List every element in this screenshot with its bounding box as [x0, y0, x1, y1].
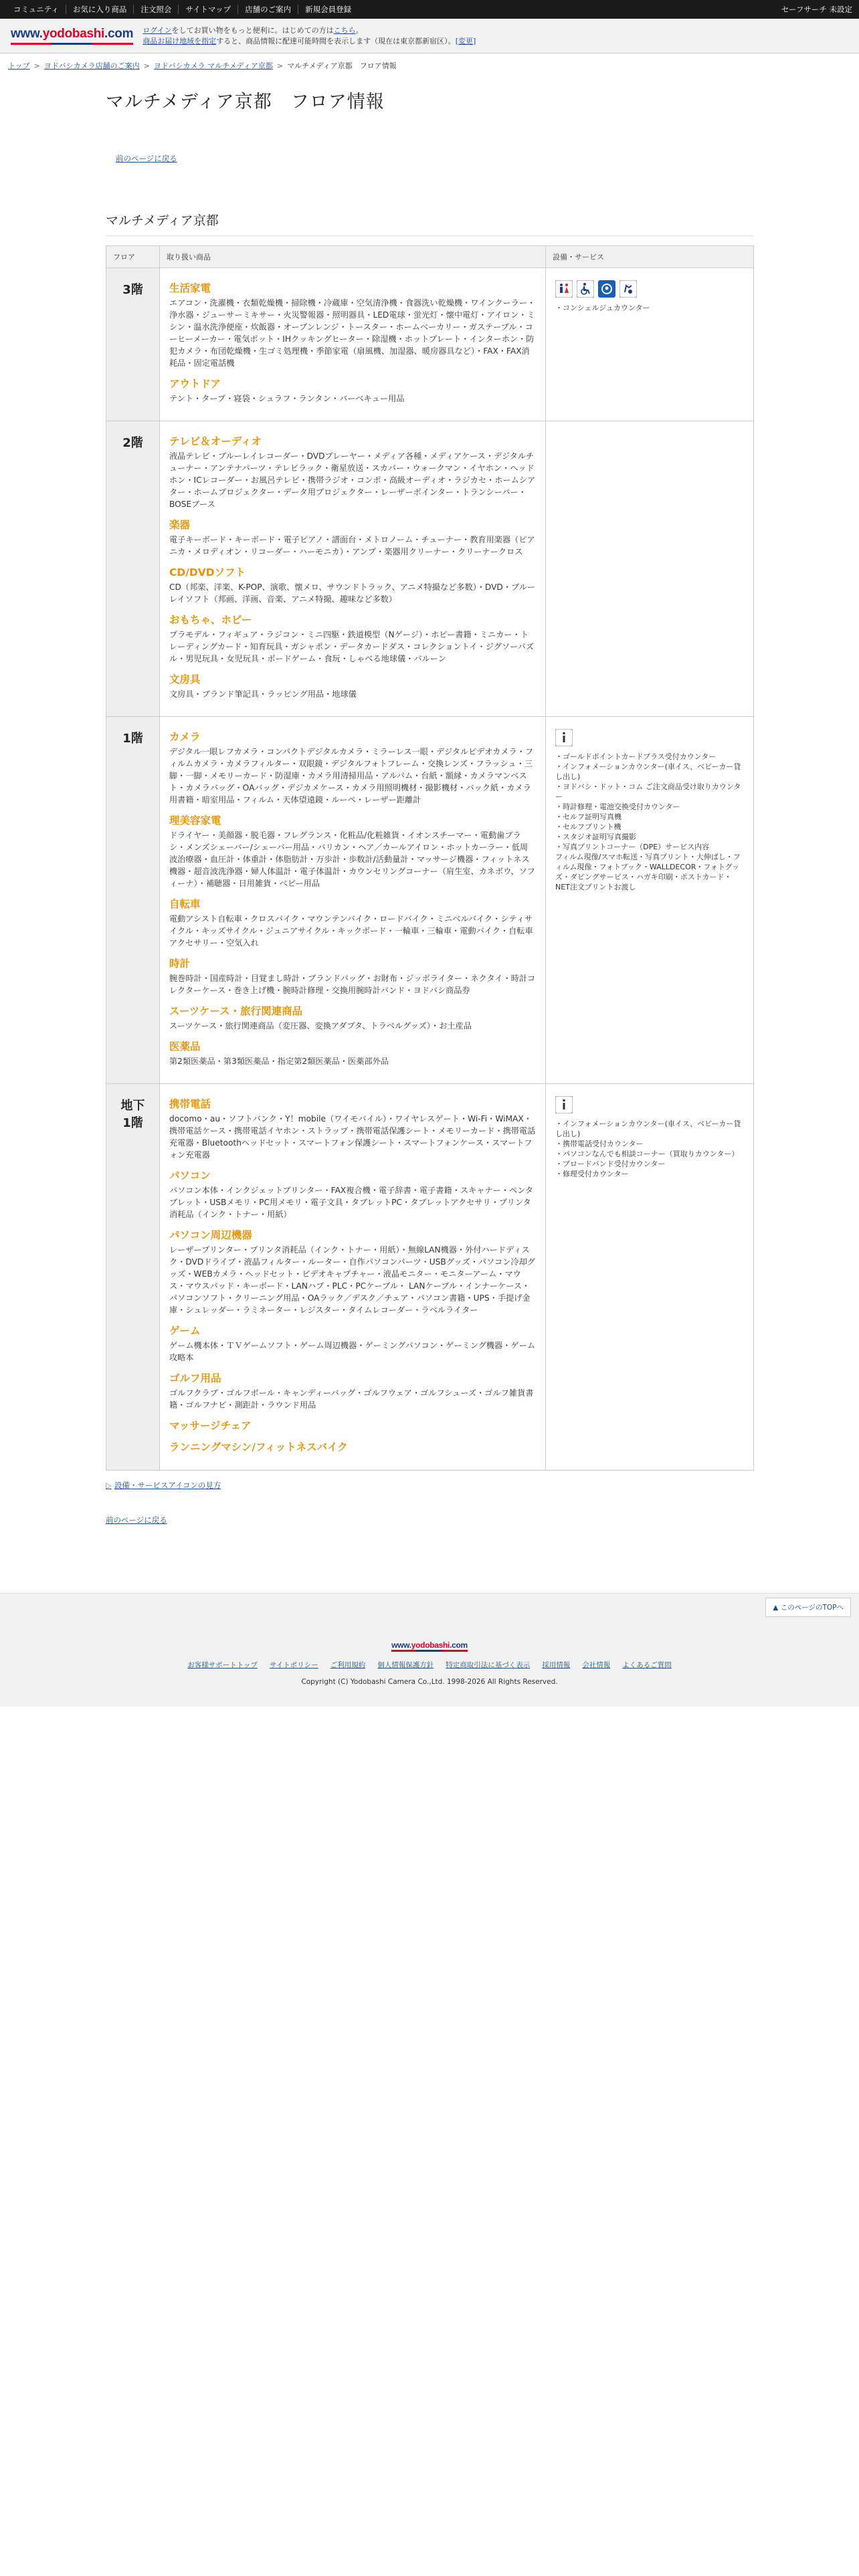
footer-link-company[interactable]: 会社情報 [582, 1661, 611, 1669]
service-list [555, 752, 744, 892]
service-item: ・ヨドバシ・ドット・コム ご注文商品受け取りカウンター [555, 782, 741, 801]
top-nav-register[interactable]: 新規会員登録 [305, 5, 352, 14]
category-items: ゴルフクラブ・ゴルフボール・キャンディーバッグ・ゴルフウェア・ゴルフシューズ・ゴルフ雑貨書籍・ゴルフナビ・測距計・ラウンド用品 [169, 1388, 534, 1410]
service-item: ・パソコンなんでも相談コーナー（買取りカウンター） [555, 1150, 739, 1158]
category-items: テント・タープ・寝袋・シュラフ・ランタン・バーベキュー用品 [169, 394, 405, 403]
floor-label: 3階 [106, 268, 160, 421]
footer-link-terms[interactable]: ご利用規約 [330, 1661, 366, 1669]
product-category [169, 1227, 536, 1316]
product-category [169, 1323, 536, 1364]
category-items: エアコン・洗濯機・衣類乾燥機・掃除機・冷蔵庫・空気清浄機・食器洗い乾燥機・ワインクーラー・浄水器・ジューサーミキサー・火災警報器・照明器具・LED電球・蛍光灯・懐中電灯・アイロン・ミシン・温水洗浄便座・炊飯器・オーブンレンジ・トースター・ホームベーカリー・ガステーブル・コーヒーメーカー・電気ポット・IHクッキングヒーター・除湿機・ホットプレート・インターホン・防犯カメラ・布団乾燥機・生ゴミ処理機・季節家電（扇風機、加湿器、暖房器具など）・FAX・FAX消耗品・固定電話機 [169, 298, 536, 368]
footer-logo-www: www. [391, 1640, 411, 1650]
login-link[interactable]: ログイン [142, 25, 172, 35]
service-item: ・時計修理・電池交換受付カウンター [555, 802, 680, 811]
category-name[interactable]: 生活家電 [169, 282, 211, 294]
service-item: ・セルフプリント機 [555, 823, 622, 831]
product-category [169, 280, 536, 369]
product-category [169, 1439, 536, 1454]
category-name[interactable]: 文房具 [169, 673, 201, 685]
product-category [169, 671, 536, 700]
footer-link-support[interactable]: お客様サポートトップ [187, 1661, 258, 1669]
logo-text-www: www. [11, 27, 43, 41]
site-header [0, 19, 859, 53]
floor-services [546, 717, 754, 1084]
breadcrumb-separator: > [276, 61, 284, 70]
floor-row [106, 421, 754, 717]
breadcrumb-store[interactable]: ヨドバシカメラ マルチメディア京都 [153, 62, 273, 70]
delivery-area-link[interactable]: 商品お届け地域を指定 [142, 36, 217, 45]
baby-icon [598, 280, 615, 298]
notice-text-end: 。 [355, 25, 363, 35]
floor-row [106, 1084, 754, 1471]
category-items: CD（邦楽、洋楽、K-POP、演歌、懐メロ、サウンドトラック、アニメ特撮など多数）・DVD・ブルーレイソフト（邦画、洋画、音楽、アニメ特撮、趣味など多数） [169, 582, 536, 604]
category-name[interactable]: カメラ [169, 731, 201, 743]
floor-products [160, 268, 546, 421]
breadcrumb-separator: > [143, 61, 150, 70]
service-item: ・携帯電話受付カウンター [555, 1140, 644, 1148]
product-category [169, 1168, 536, 1220]
category-items: 文房具・ブランド筆記具・ラッピング用品・地球儀 [169, 689, 357, 699]
floor-table-body [106, 268, 754, 1471]
category-name[interactable]: パソコン周辺機器 [169, 1229, 252, 1241]
floor-table-header [106, 246, 754, 268]
info-icon [555, 729, 573, 746]
copyright: Copyright (C) Yodobashi Camera Co.,Ltd. 1998-2026 All Rights Reserved. [301, 1678, 558, 1686]
category-items: スーツケース・旅行関連商品（変圧器、変換アダプタ、トラベルグッズ）・お土産品 [169, 1021, 472, 1031]
notice-text: をしてお買い物をもっと便利に。はじめての方は [171, 25, 334, 35]
category-items: プラモデル・フィギュア・ラジコン・ミニ四駆・鉄道模型（Nゲージ）・ホビー書籍・ミニカー・トレーディングカード・知育玩具・ガシャポン・データカードダス・コレクショントイ・ジグソーパズル・男児玩具・女児玩具・ボードゲーム・食玩・しゃべる地球儀・バルーン [169, 630, 535, 663]
footer-link-careers[interactable]: 採用情報 [542, 1661, 571, 1669]
floor-label: 地下 1階 [106, 1084, 160, 1471]
category-items: パソコン本体・インクジェットプリンター・FAX複合機・電子辞書・電子書籍・スキャナー・ペンタブレット・USBメモリ・PC用メモリ・電子文具・タブレットPC・タブレットアクセサリ・プリンタ消耗品（インク・トナー・用紙） [169, 1186, 534, 1219]
breadcrumb-separator: > [33, 61, 40, 70]
product-category [169, 1039, 536, 1067]
footer-links [0, 1660, 859, 1670]
top-nav-sitemap[interactable]: サイトマップ [179, 5, 238, 14]
product-category [169, 612, 536, 665]
category-items: デジタル一眼レフカメラ・コンパクトデジタルカメラ・ミラーレス一眼・デジタルビデオカメラ・フィルムカメラ・カメラフィルター・双眼鏡・デジタルフォトフレーム・交換レンズ・フラッシュ・三脚・一脚・メモリーカード・防湿庫・カメラ用清掃用品・アルバム・台紙・額縁・カメラマンベスト・カメラバッグ・OAバッグ・デジカメケース・カメラ用照明機材・撮影機材・バック紙・カメラ用書籍・暗室用品・フィルム・天体望遠鏡・ルーペ・レーザー距離計 [169, 747, 534, 804]
floor-row [106, 717, 754, 1084]
category-name[interactable]: 楽器 [169, 519, 191, 531]
breadcrumb [0, 53, 859, 78]
footer-link-site-policy[interactable]: サイトポリシー [269, 1661, 318, 1669]
product-category [169, 1418, 536, 1432]
footer-logo[interactable] [391, 1640, 468, 1652]
floor-label: 1階 [106, 717, 160, 1084]
floor-table [106, 245, 754, 1471]
service-list [555, 303, 744, 313]
info-icon [555, 1096, 573, 1113]
product-category [169, 956, 536, 996]
category-name[interactable]: アウトドア [169, 378, 221, 390]
floor-services [546, 1084, 754, 1471]
category-name[interactable]: パソコン [169, 1170, 211, 1182]
category-items: 腕巻時計・国産時計・目覚まし時計・ブランドバッグ・お財布・ジッポライター・ネクタイ・時計コレクターケース・巻き上げ機・腕時計修理・交換用腕時計バンド・ヨドバシ商品券 [169, 974, 536, 995]
category-name[interactable]: おもちゃ、ホビー [169, 614, 252, 626]
floor-services [546, 421, 754, 717]
top-nav-favorites[interactable]: お気に入り商品 [66, 5, 134, 14]
service-item: ・ゴールドポイントカードプラス受付カウンター [555, 752, 717, 761]
footer-logo-com: .com [450, 1640, 468, 1650]
floor-products [160, 717, 546, 1084]
service-icons [555, 280, 744, 298]
floor-products [160, 421, 546, 717]
header-floor: フロア [106, 246, 160, 268]
logo-text-brand: yodobashi [42, 27, 105, 41]
category-name[interactable]: ゴルフ用品 [169, 1372, 221, 1384]
back-link-bottom[interactable]: 前のページに戻る [106, 1515, 167, 1525]
product-category [169, 433, 536, 510]
service-list [555, 1119, 744, 1179]
product-category [169, 1003, 536, 1032]
category-name[interactable]: ゲーム [169, 1325, 201, 1337]
floor-label: 2階 [106, 421, 160, 717]
service-item: ・修理受付カウンター [555, 1170, 629, 1178]
top-nav-links [7, 5, 358, 14]
top-nav-community[interactable]: コミュニティ [7, 5, 66, 14]
main-content [106, 87, 753, 1525]
footer-link-privacy[interactable]: 個人情報保護方針 [377, 1661, 434, 1669]
wheelchair-icon [577, 280, 594, 298]
service-item: フィルム現像/スマホ転送・写真プリント・大伸ばし・フィルム現像・フォトブック・WALLDECOR・フォトグッズ・ダビングサービス・ハガキ印刷・ポストカード・NET注文プリントお渡し [555, 853, 741, 891]
category-name[interactable]: スーツケース・旅行関連商品 [169, 1005, 303, 1017]
product-category [169, 729, 536, 806]
category-name[interactable]: 携帯電話 [169, 1098, 211, 1110]
category-name[interactable]: 時計 [169, 958, 191, 970]
top-navigation-bar [0, 0, 859, 19]
site-logo[interactable] [11, 27, 133, 45]
delivery-notice-text: すると、商品情報に配達可能時間を表示します（現在は東京都新宿区）。 [216, 36, 456, 45]
arrow-right-icon: ▷ [106, 1481, 112, 1490]
category-name[interactable]: 自転車 [169, 898, 201, 910]
service-item: ・コンシェルジュカウンター [555, 304, 650, 312]
safe-search-status[interactable]: セーフサーチ 未設定 [781, 5, 852, 14]
floor-products [160, 1084, 546, 1471]
section-title: マルチメディア京都 [106, 211, 753, 236]
site-footer [0, 1593, 859, 1707]
product-category [169, 564, 536, 605]
category-items: 液晶テレビ・ブルーレイレコーダー・DVDプレーヤー・メディア各種・メディアケース・デジタルチューナー・アンテナパーツ・テレビラック・衛星放送・スカパー・ウォークマン・イヤホン・ヘッドホン・ICレコーダー・お風呂テレビ・携帯ラジオ・コンポ・高級オーディオ・ラジカセ・ホームシアター・ホームプロジェクター・データ用プロジェクター・レーザーポインター・トランシーバー・BOSEブース [169, 451, 536, 509]
category-items: 電子キーボード・キーボード・電子ピアノ・譜面台・メトロノーム・チューナー・教育用楽器（ピアニカ・メロディオン・リコーダー・ハーモニカ）・アンプ・楽器用クリーナー・クリーナークロス [169, 535, 535, 556]
service-item: ・セルフ証明写真機 [555, 813, 622, 821]
product-category [169, 1370, 536, 1411]
header-notice [142, 25, 476, 47]
category-items: docomo・au・ソフトバンク・Y！mobile（ワイモバイル）・ワイヤレスゲート・Wi-Fi・WiMAX・携帯電話ケース・携帯電話イヤホン・ストラップ・携帯電話保護シート・メモリーカード・携帯電話充電器・Bluetoothヘッドセット・スマートフォン保護シート・スマートフォンケース・スマートフォン充電器 [169, 1114, 536, 1160]
category-items: レーザープリンター・プリンタ消耗品（インク・トナー・用紙）・無線LAN機器・外付ハードディスク・DVDドライブ・液晶フィルター・ルーター・自作パソコンパーツ・USBグッズ・パソコン冷却グッズ・WEBカメラ・ヘッドセット・ビデオキャプチャー・液晶モニター・モニターアーム・マウス・マウスパッド・キーボード・LANハブ・PLC・PCケーブル・ LANケーブル・インナーケース・パソコンソフト・クリーニング用品・OAラック／デスク／チェア・パソコン書籍・UPS・手提げ金庫・シュレッダー・ラミネーター・レジスター・タイムレコーダー・ラベルライター [169, 1245, 535, 1315]
first-time-link[interactable]: こちら [333, 25, 356, 35]
category-items: 第2類医薬品・第3類医薬品・指定第2類医薬品・医薬部外品 [169, 1057, 389, 1066]
top-nav-order-inquiry[interactable]: 注文照会 [134, 5, 179, 14]
floor-services [546, 268, 754, 421]
icon-legend-link[interactable] [106, 1480, 753, 1491]
logo-text-com: .com [104, 27, 134, 41]
category-items: ゲーム機本体・ＴＶゲームソフト・ゲーム周辺機器・ゲーミングパソコン・ゲーミング機器・ゲーム攻略本 [169, 1341, 535, 1362]
breadcrumb-current: マルチメディア京都 フロア情報 [287, 62, 397, 70]
service-item: ・インフォメーションカウンター(車イス、ベビーカー貸し出し) [555, 1119, 741, 1138]
product-category [169, 813, 536, 889]
change-area-link[interactable]: [変更] [455, 36, 476, 45]
product-category [169, 517, 536, 558]
service-item: ・インフォメーションカウンター(車イス、ベビーカー貸し出し) [555, 762, 741, 781]
concierge-icon [619, 280, 637, 298]
category-name[interactable]: ランニングマシン/フィットネスバイク [169, 1441, 348, 1453]
footer-link-faq[interactable]: よくあるご質問 [622, 1661, 672, 1669]
page-top-label: このページのTOPへ [780, 1604, 844, 1612]
footer-logo-wrap [0, 1640, 859, 1652]
header-services: 設備・サービス [546, 246, 754, 268]
product-category [169, 896, 536, 949]
category-name[interactable]: テレビ＆オーディオ [169, 435, 262, 447]
service-item: ・ブロードバンド受付カウンター [555, 1160, 666, 1168]
breadcrumb-store-guide[interactable]: ヨドバシカメラ店舗のご案内 [43, 62, 140, 70]
service-item: ・スタジオ証明写真撮影 [555, 833, 636, 841]
top-nav-store-guide[interactable]: 店舗のご案内 [238, 5, 298, 14]
product-category [169, 1096, 536, 1161]
back-link-top[interactable]: 前のページに戻る [116, 154, 177, 163]
category-name[interactable]: マッサージチェア [169, 1420, 252, 1432]
category-name[interactable]: CD/DVDソフト [169, 566, 246, 578]
category-name[interactable]: 理美容家電 [169, 815, 221, 827]
footer-logo-brand: yodobashi [411, 1640, 450, 1650]
arrow-up-icon: ▲ [773, 1604, 779, 1612]
service-item: ・写真プリントコーナー（DPE）サービス内容 [555, 843, 710, 851]
icon-legend-label: 設備・サービスアイコンの見方 [114, 1481, 221, 1490]
page-title: マルチメディア京都 フロア情報 [106, 92, 385, 112]
floor-row [106, 268, 754, 421]
page-top-button[interactable] [765, 1598, 851, 1617]
footer-link-commerce-law[interactable]: 特定商取引法に基づく表示 [446, 1661, 531, 1669]
category-name[interactable]: 医薬品 [169, 1041, 201, 1053]
breadcrumb-top[interactable]: トップ [8, 62, 30, 70]
category-items: ドライヤー・美顔器・脱毛器・フレグランス・化粧品/化粧雑貨・イオンスチーマー・電動歯ブラシ・メンズシェーバー/シェーバー用品・バリカン・ヘア／カールアイロン・ホットカーラー・低周波治療器・血圧計・体重計・体脂肪計・万歩計・歩数計/活動量計・マッサージ機器・フィットネス機器・超音波洗浄器・婦人体温計・電子体温計・カウンセリングコーナー（肩生室、カネボウ、ソフィーナ）・補聴器・日用雑貨・ベビー用品 [169, 831, 535, 888]
restroom-icon [555, 280, 573, 298]
category-items: 電動アシスト自転車・クロスバイク・マウンテンバイク・ロードバイク・ミニベルバイク・シティサイクル・キッズサイクル・ジュニアサイクル・キックボード・一輪車・三輪車・電動バイク・自転車アクセサリー・空気入れ [169, 914, 533, 948]
service-icons [555, 1096, 744, 1113]
service-icons [555, 729, 744, 746]
header-products: 取り扱い商品 [160, 246, 546, 268]
product-category [169, 376, 536, 405]
